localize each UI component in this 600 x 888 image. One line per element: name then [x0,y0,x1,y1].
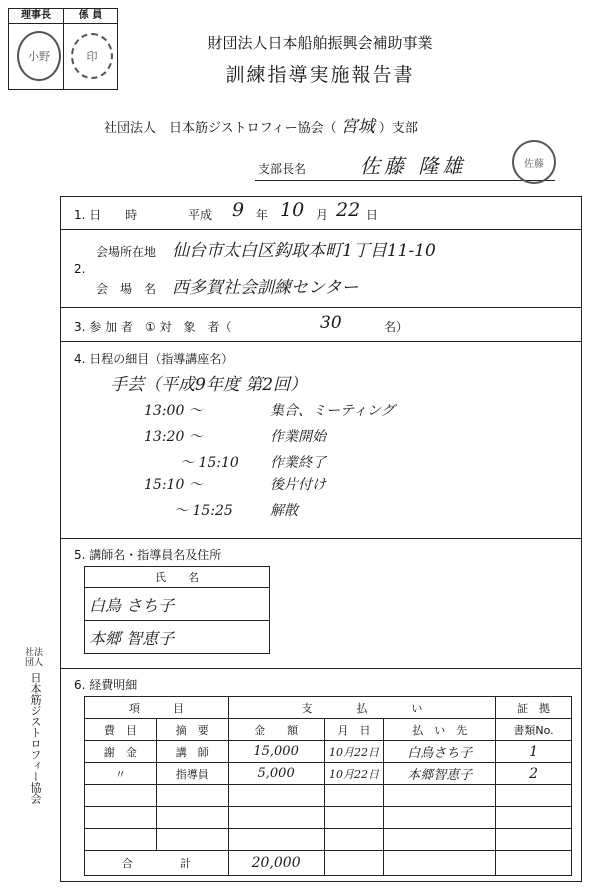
row1-summary: 講 師 [156,741,228,763]
date-era: 平成 [188,208,213,222]
instructor-label: 5. 講師名・指導員名及住所 [74,548,222,562]
header-cost: 費 目 [85,719,157,741]
side-text-main: 日本筋ジストロフィー協会 [29,672,42,804]
date-day: 22 [336,199,361,221]
org-suffix: ）支部 [378,121,418,136]
header-doc-no: 書類No. [496,719,572,741]
table-row [85,741,572,763]
total-label-a: 合 [121,857,133,870]
date-year-unit: 年 [256,208,269,222]
schedule-time-4: 15:10 〜 [144,477,203,493]
participants-unit: 名） [384,320,409,334]
row1-cost: 謝 金 [85,741,157,763]
name-header: 氏 名 [85,567,270,588]
page-title: 訓練指導実施報告書 [225,64,415,86]
header-date: 月 日 [324,719,384,741]
venue-name: 西多賀社会訓練センター [172,278,359,298]
row1-no: 1 [496,741,572,763]
staff-seal: 印 [71,33,113,79]
org-line [104,112,418,137]
date-month: 10 [280,199,305,221]
header-voucher: 証 拠 [496,697,572,719]
schedule-time-2: 13:20 〜 [144,429,203,445]
schedule-time-3: 〜 15:10 [180,455,239,471]
instructor-name-1: 白鳥 さち子 [85,588,270,621]
row2-cost: 〃 [85,763,157,785]
side-text-top: 社法団人 [24,648,43,668]
total-label [85,851,229,876]
date-label: 1. 日 時 [74,208,138,222]
schedule-task-4: 後片付け [270,477,326,493]
row2-no: 2 [496,763,572,785]
venue-address: 仙台市太白区鈎取本町1丁目11-10 [172,241,436,261]
address-label: 会場所在地 [96,245,157,259]
chief-seal: 佐藤 [512,140,556,184]
row2-date: 10月22日 [324,763,384,785]
venue-num: 2. [74,262,86,276]
instructor-table [84,566,270,654]
header-amount: 金 額 [228,719,324,741]
head-seal: 小野 [17,31,61,81]
header-item: 項 目 [85,697,229,719]
approval-head-label: 理事長 [9,9,64,24]
row2-payee: 本郷智恵子 [384,763,496,785]
header-payment: 支 払 い [228,697,495,719]
branch-name: 宮城 [340,117,375,137]
header-payee: 払 い 先 [384,719,496,741]
schedule-task-1: 集合、ミーティング [270,403,395,419]
row2-summary: 指導員 [156,763,228,785]
org-prefix: 社団法人 日本筋ジストロフィー協会（ [104,121,337,136]
participants-label: 3. 参 加 者 ① 対 象 者（ [74,320,232,334]
header-summary: 摘 要 [156,719,228,741]
date-month-unit: 月 [316,208,329,222]
chief-name: 佐藤 隆雄 [360,154,467,178]
total-amount: 20,000 [228,851,324,876]
row2-amount: 5,000 [228,763,324,785]
participants-count: 30 [320,313,342,333]
approval-staff-label: 係 員 [64,9,117,24]
approval-box [8,8,118,90]
date-day-unit: 日 [366,208,379,222]
row1-payee: 白鳥さち子 [384,741,496,763]
chief-label: 支部長名 [258,162,307,176]
course-name: 手芸（平成9年度 第2回） [110,375,308,395]
title-foundation: 財団法人日本船舶振興会補助事業 [207,34,433,52]
schedule-task-5: 解散 [270,503,298,519]
row1-date: 10月22日 [324,741,384,763]
schedule-task-3: 作業終了 [270,455,326,471]
expense-label: 6. 経費明細 [74,678,138,692]
instructor-name-2: 本郷 智恵子 [85,621,270,654]
venue-label: 会 場 名 [96,282,157,296]
schedule-time-1: 13:00 〜 [144,403,203,419]
row1-amount: 15,000 [228,741,324,763]
schedule-task-2: 作業開始 [270,429,326,445]
schedule-label: 4. 日程の細目（指導講座名） [74,352,234,366]
date-year: 9 [232,199,245,221]
expense-table [84,696,572,876]
total-label-b: 計 [179,857,191,870]
schedule-time-5: 〜 15:25 [174,503,233,519]
table-row [85,763,572,785]
